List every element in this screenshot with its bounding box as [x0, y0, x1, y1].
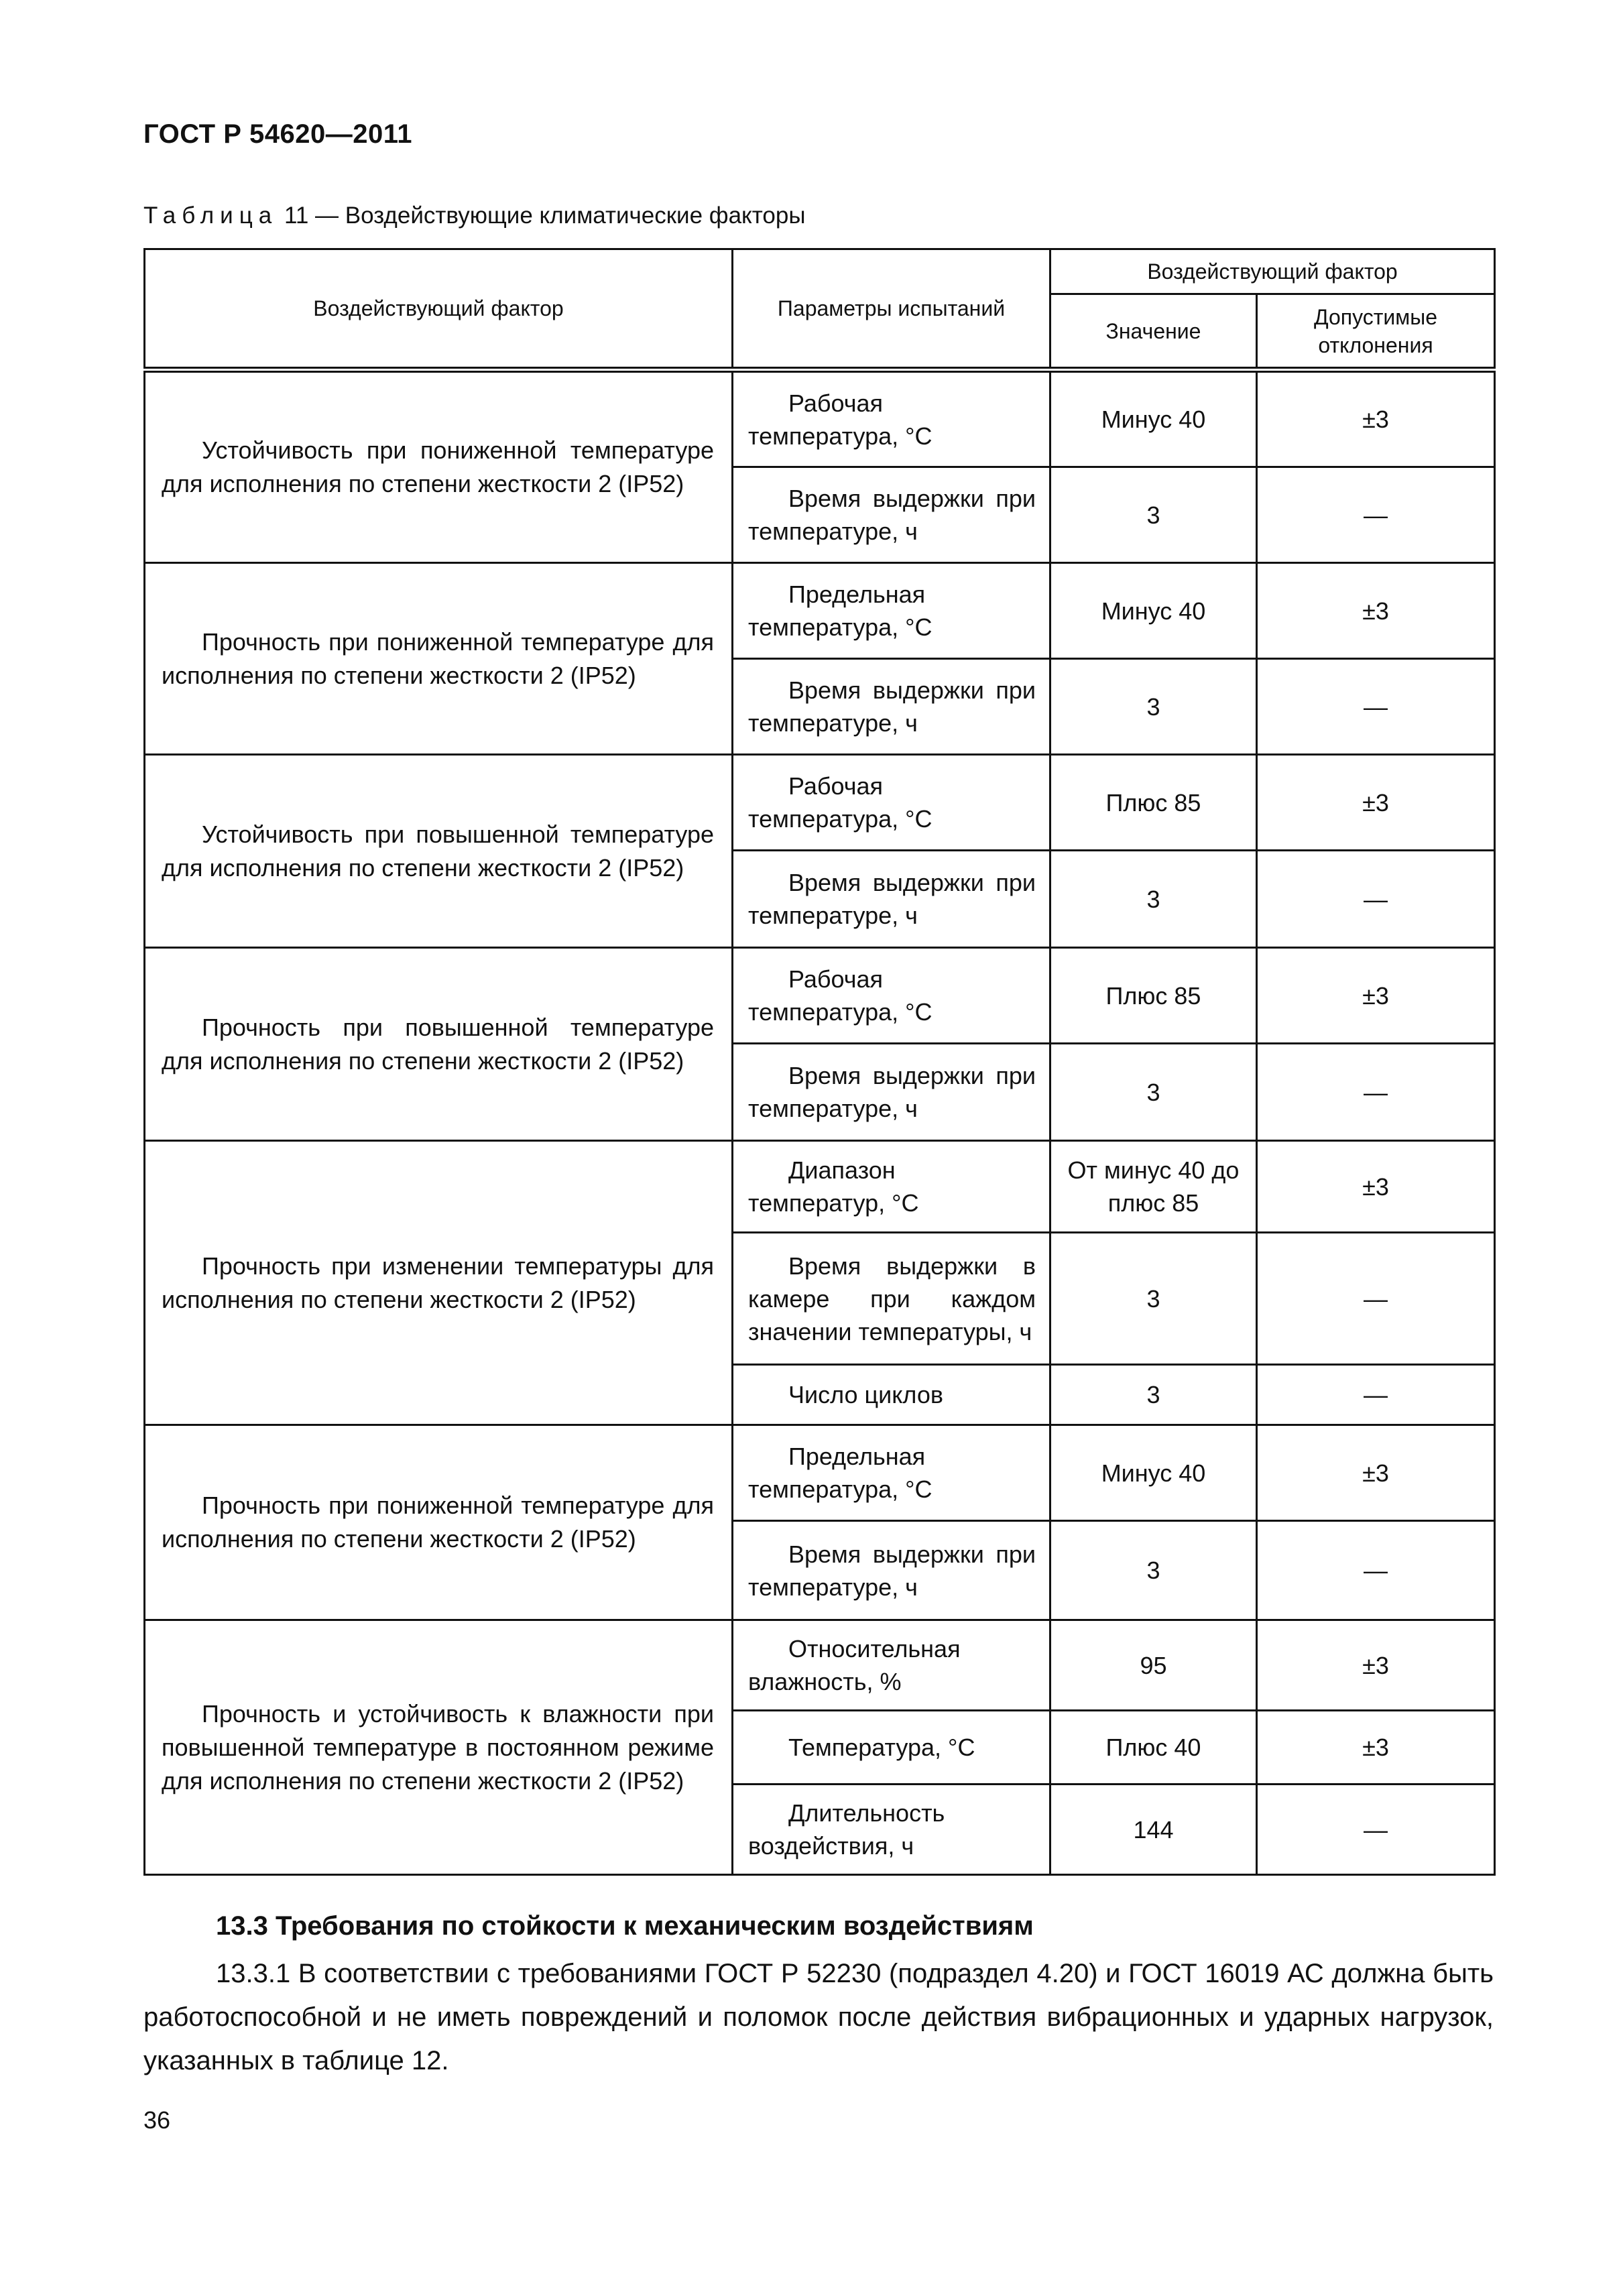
param-indent — [748, 1734, 788, 1761]
param-cell — [733, 1365, 1050, 1425]
param-text: Время выдержки в камере при каждом значении температуры, ч — [748, 1252, 1036, 1345]
factor-indent — [162, 1014, 202, 1041]
table-caption-text: 11 — Воздействующие климатические факторы — [278, 202, 806, 229]
factor-cell — [145, 948, 733, 1141]
param-indent — [748, 1156, 788, 1184]
factor-cell — [145, 563, 733, 755]
table-row — [145, 1620, 1495, 1711]
param-indent — [748, 1799, 788, 1827]
factor-indent — [162, 1700, 202, 1728]
factor-cell — [145, 1141, 733, 1425]
factor-indent — [162, 1492, 202, 1519]
param-text: Время выдержки при температуре, ч — [748, 869, 1036, 929]
param-text: Относительная влажность, % — [748, 1635, 961, 1695]
factor-indent — [162, 628, 202, 656]
value-cell: От минус 40 до плюс 85 — [1050, 1141, 1257, 1233]
param-indent — [748, 676, 788, 704]
param-indent — [748, 869, 788, 896]
param-text: Длительность воздействия, ч — [748, 1799, 945, 1860]
deviation-cell: — — [1257, 467, 1495, 563]
deviation-cell: — — [1257, 1785, 1495, 1875]
param-indent — [748, 772, 788, 800]
param-cell — [733, 370, 1050, 467]
param-text: Время выдержки при температуре, ч — [748, 676, 1036, 737]
table-row — [145, 1425, 1495, 1521]
table-caption-word: Таблица — [143, 202, 278, 229]
param-text: Диапазон температур, °С — [748, 1156, 919, 1217]
value-cell: 3 — [1050, 1365, 1257, 1425]
param-text: Время выдержки при температуре, ч — [748, 1062, 1036, 1122]
deviation-cell: ±3 — [1257, 1141, 1495, 1233]
param-cell — [733, 755, 1050, 851]
param-cell — [733, 948, 1050, 1044]
document-title: ГОСТ Р 54620—2011 — [143, 119, 412, 149]
param-indent — [748, 485, 788, 512]
param-text: Время выдержки при температуре, ч — [748, 485, 1036, 545]
factor-indent — [162, 1252, 202, 1280]
value-cell: Плюс 85 — [1050, 755, 1257, 851]
param-cell — [733, 1711, 1050, 1785]
climatic-factors-table — [143, 248, 1496, 1876]
param-cell — [733, 1521, 1050, 1620]
section-heading: 13.3 Требования по стойкости к механическим воздействиям — [216, 1911, 1034, 1941]
param-indent — [748, 1252, 788, 1280]
value-cell: 3 — [1050, 1044, 1257, 1141]
deviation-cell: — — [1257, 659, 1495, 755]
param-text: Рабочая температура, °С — [748, 389, 933, 450]
param-text: Число циклов — [788, 1381, 943, 1408]
param-cell — [733, 467, 1050, 563]
param-cell — [733, 1233, 1050, 1365]
deviation-cell: ±3 — [1257, 755, 1495, 851]
deviation-cell: — — [1257, 1233, 1495, 1365]
value-cell: 3 — [1050, 467, 1257, 563]
param-text: Предельная температура, °С — [748, 1443, 933, 1503]
paragraph-text: 13.3.1 В соответствии с требованиями ГОСТ Р 52230 (подраздел 4.20) и ГОСТ 16019 АС должна быть работоспособной и не иметь повреждений и поломок после действия вибрационных и ударных нагрузок, указанных в таблице 12. — [143, 1959, 1494, 2075]
deviation-cell: ±3 — [1257, 1620, 1495, 1711]
deviation-cell: — — [1257, 1521, 1495, 1620]
table-row — [145, 1141, 1495, 1233]
section-paragraph — [143, 1952, 1494, 2083]
header-params: Параметры испытаний — [733, 249, 1050, 370]
table-row — [145, 948, 1495, 1044]
value-cell: Минус 40 — [1050, 1425, 1257, 1521]
header-group: Воздействующий фактор — [1050, 249, 1495, 294]
param-cell — [733, 1785, 1050, 1875]
factor-text: Устойчивость при пониженной температуре для исполнения по степени жесткости 2 (IP52) — [162, 436, 714, 497]
paragraph-indent — [143, 1959, 216, 1988]
value-cell: 144 — [1050, 1785, 1257, 1875]
factor-cell — [145, 1620, 733, 1875]
factor-cell — [145, 755, 733, 948]
value-cell: 3 — [1050, 1233, 1257, 1365]
factor-indent — [162, 821, 202, 848]
param-indent — [748, 1635, 788, 1663]
value-cell: 95 — [1050, 1620, 1257, 1711]
param-cell — [733, 1620, 1050, 1711]
param-indent — [748, 1443, 788, 1470]
value-cell: 3 — [1050, 851, 1257, 948]
factor-indent — [162, 436, 202, 464]
param-text: Время выдержки при температуре, ч — [748, 1540, 1036, 1601]
table-row — [145, 755, 1495, 851]
param-text: Предельная температура, °С — [748, 581, 933, 641]
param-cell — [733, 1044, 1050, 1141]
param-cell — [733, 851, 1050, 948]
table-row — [145, 563, 1495, 659]
factor-text: Прочность и устойчивость к влажности при повышенной температуре в постоянном режиме для исполнения по степени жесткости 2 (IP52) — [162, 1699, 714, 1795]
table-caption — [143, 202, 805, 229]
deviation-cell: — — [1257, 1044, 1495, 1141]
factor-text: Устойчивость при повышенной температуре для исполнения по степени жесткости 2 (IP52) — [162, 820, 714, 882]
deviation-cell: ±3 — [1257, 1711, 1495, 1785]
factor-text: Прочность при пониженной температуре для исполнения по степени жесткости 2 (IP52) — [162, 627, 714, 689]
param-cell — [733, 1425, 1050, 1521]
param-indent — [748, 1381, 788, 1408]
param-indent — [748, 1540, 788, 1568]
factor-cell — [145, 1425, 733, 1620]
deviation-cell: ±3 — [1257, 1425, 1495, 1521]
header-factor: Воздействующий фактор — [145, 249, 733, 370]
param-indent — [748, 965, 788, 993]
value-cell: 3 — [1050, 659, 1257, 755]
param-cell — [733, 1141, 1050, 1233]
param-text: Температура, °С — [788, 1734, 975, 1761]
param-indent — [748, 581, 788, 608]
value-cell: Минус 40 — [1050, 370, 1257, 467]
param-cell — [733, 563, 1050, 659]
header-deviation: Допустимые отклонения — [1257, 294, 1495, 370]
value-cell: 3 — [1050, 1521, 1257, 1620]
deviation-cell: ±3 — [1257, 948, 1495, 1044]
factor-text: Прочность при пониженной температуре для исполнения по степени жесткости 2 (IP52) — [162, 1492, 714, 1553]
page-number: 36 — [143, 2106, 171, 2134]
header-value: Значение — [1050, 294, 1257, 370]
param-cell — [733, 659, 1050, 755]
param-indent — [748, 389, 788, 417]
value-cell: Минус 40 — [1050, 563, 1257, 659]
deviation-cell: — — [1257, 851, 1495, 948]
table-row — [145, 370, 1495, 467]
factor-text: Прочность при изменении температуры для исполнения по степени жесткости 2 (IP52) — [162, 1252, 714, 1313]
param-text: Рабочая температура, °С — [748, 965, 933, 1026]
param-indent — [748, 1062, 788, 1089]
table-body — [145, 370, 1495, 1875]
factor-text: Прочность при повышенной температуре для исполнения по степени жесткости 2 (IP52) — [162, 1013, 714, 1075]
factor-cell — [145, 370, 733, 563]
param-text: Рабочая температура, °С — [748, 772, 933, 833]
deviation-cell: ±3 — [1257, 370, 1495, 467]
deviation-cell: ±3 — [1257, 563, 1495, 659]
value-cell: Плюс 85 — [1050, 948, 1257, 1044]
deviation-cell: — — [1257, 1365, 1495, 1425]
value-cell: Плюс 40 — [1050, 1711, 1257, 1785]
